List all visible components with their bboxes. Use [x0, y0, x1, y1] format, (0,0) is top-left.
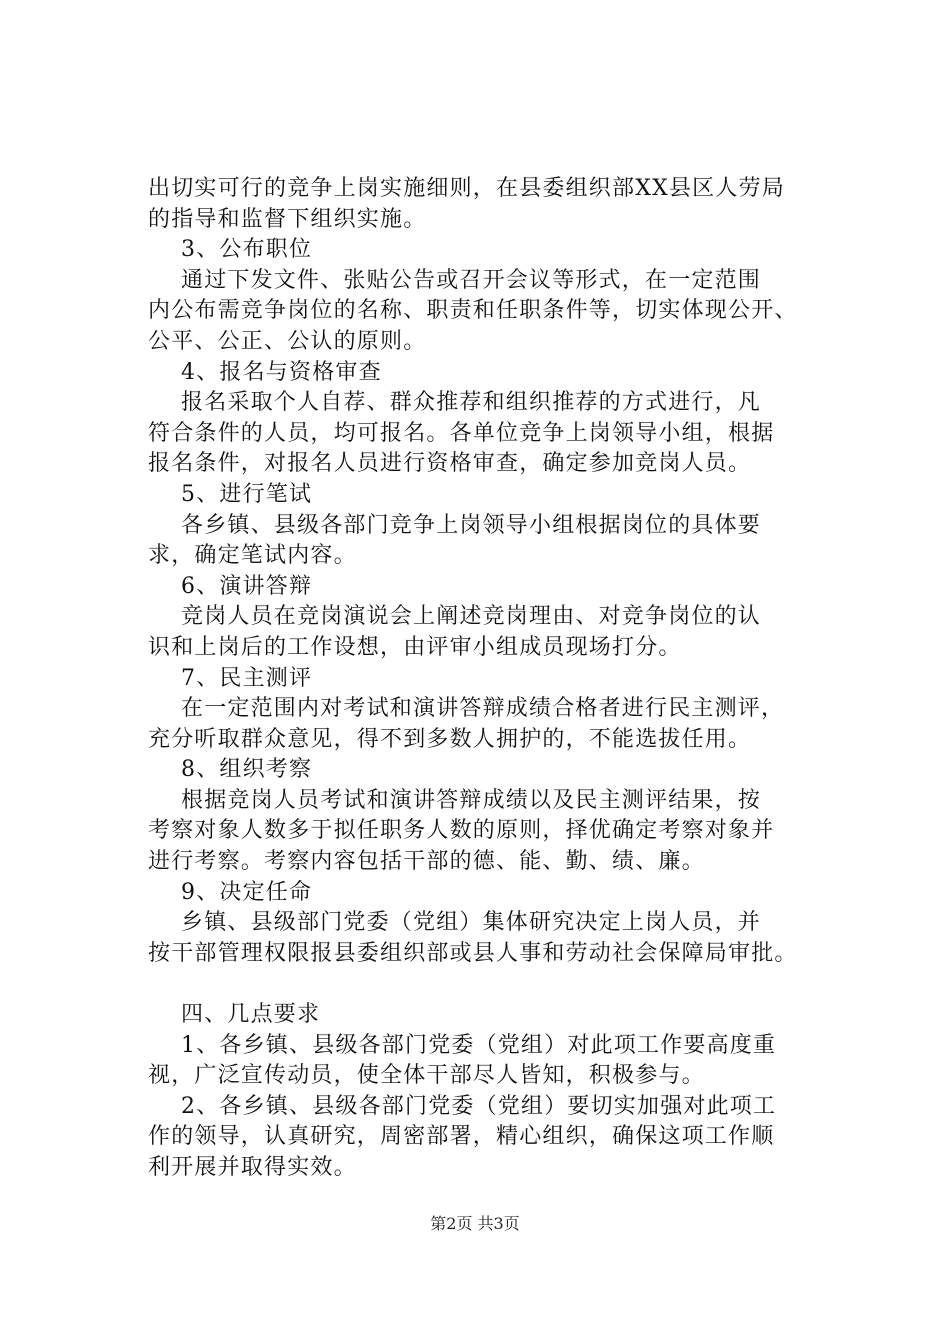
- text-line: 7、民主测评: [181, 665, 313, 691]
- text-line: 符合条件的人员，均可报名。各单位竞争上岗领导小组，根据: [148, 420, 775, 446]
- text-line: 5、进行笔试: [181, 481, 313, 507]
- text-line: 的指导和监督下组织实施。: [148, 206, 427, 232]
- text-line: 根据竞岗人员考试和演讲答辩成绩以及民主测评结果，按: [181, 787, 762, 813]
- text-line: 视，广泛宣传动员，使全体干部尽人皆知，积极参与。: [148, 1063, 705, 1089]
- text-line: 报名条件，对报名人员进行资格审查，确定参加竞岗人员。: [148, 451, 752, 477]
- text-line: 公平、公正、公认的原则。: [148, 328, 427, 354]
- text-line: 6、演讲答辩: [181, 573, 313, 599]
- text-line: 求，确定笔试内容。: [148, 543, 357, 569]
- text-line: 报名采取个人自荐、群众推荐和组织推荐的方式进行，凡: [181, 390, 762, 416]
- text-line: 1、各乡镇、县级各部门党委（党组）对此项工作要高度重: [181, 1032, 777, 1058]
- blank-line: [148, 969, 838, 1000]
- page-footer: 第2页 共3页: [430, 1214, 520, 1233]
- text-line: 通过下发文件、张贴公告或召开会议等形式，在一定范围: [181, 267, 762, 293]
- text-line: 利开展并取得实效。: [148, 1155, 357, 1180]
- text-line: 3、公布职位: [181, 237, 313, 263]
- text-line: 识和上岗后的工作设想，由评审小组成员现场打分。: [148, 634, 682, 660]
- text-line: 按干部管理权限报县委组织部或县人事和劳动社会保障局审批。: [148, 940, 798, 966]
- text-line: 9、决定任命: [181, 879, 313, 905]
- document-body: [148, 174, 838, 1184]
- text-line: 乡镇、县级部门党委（党组）集体研究决定上岗人员，并: [181, 910, 762, 936]
- text-line: 4、报名与资格审查: [181, 359, 382, 385]
- text-line: 充分听取群众意见，得不到多数人拥护的，不能选拔任用。: [148, 726, 752, 752]
- text-line: 出切实可行的竞争上岗实施细则，在县委组织部XX县区人劳局: [148, 176, 785, 201]
- text-line: 四、几点要求: [181, 1002, 321, 1028]
- text-line: 考察对象人数多于拟任职务人数的原则，择优确定考察对象并: [148, 818, 775, 844]
- text-line: 竞岗人员在竞岗演说会上阐述竞岗理由、对竞争岗位的认: [181, 604, 762, 630]
- text-line: 在一定范围内对考试和演讲答辩成绩合格者进行民主测评，: [181, 696, 785, 722]
- text-line: 8、组织考察: [181, 757, 313, 783]
- text-line: 内公布需竞争岗位的名称、职责和任职条件等，切实体现公开、: [148, 298, 798, 324]
- text-line: 各乡镇、县级各部门竞争上岗领导小组根据岗位的具体要: [181, 512, 762, 538]
- text-line: 作的领导，认真研究，周密部署，精心组织，确保这项工作顺: [148, 1124, 775, 1150]
- text-line: 2、各乡镇、县级各部门党委（党组）要切实加强对此项工: [181, 1093, 777, 1119]
- text-line: 进行考察。考察内容包括干部的德、能、勤、绩、廉。: [148, 849, 705, 875]
